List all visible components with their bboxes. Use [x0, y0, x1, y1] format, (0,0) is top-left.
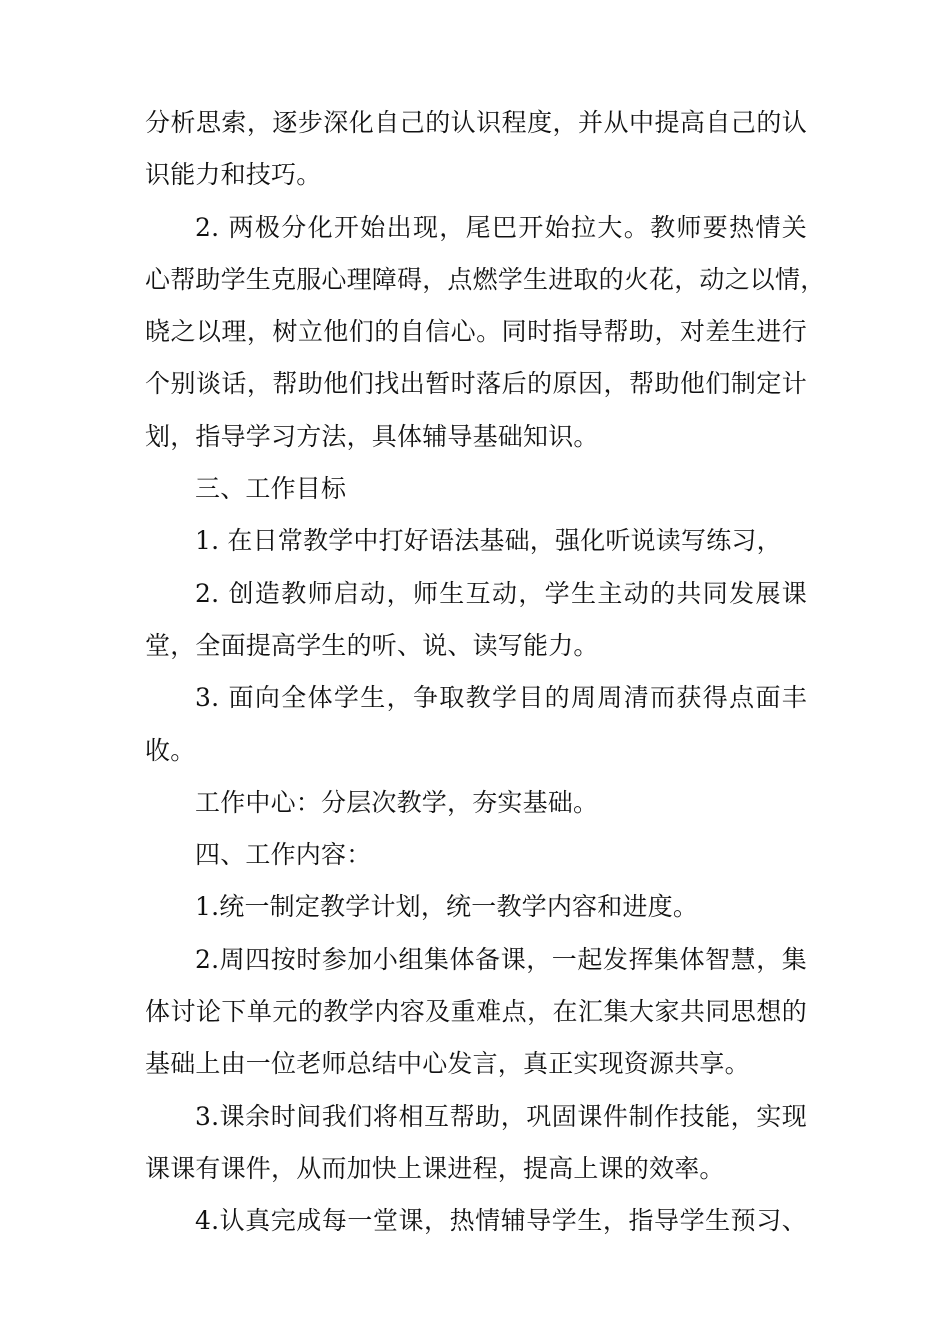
text-line-14: 工作中心：分层次教学，夯实基础。 — [195, 787, 599, 817]
text-line-11: 堂，全面提高学生的听、说、读写能力。 — [145, 630, 599, 660]
text-line-17: 2.周四按时参加小组集体备课，一起发挥集体智慧，集 — [195, 944, 807, 974]
document-body — [145, 97, 826, 1248]
text-line-21: 课课有课件，从而加快上课进程，提高上课的效率。 — [145, 1153, 725, 1183]
section-heading-goals: 三、工作目标 — [195, 474, 347, 504]
text-line-13: 收。 — [145, 735, 196, 765]
text-line-10: 2. 创造教师启动，师生互动，学生主动的共同发展课 — [195, 578, 807, 608]
text-line-16: 1.统一制定教学计划，统一教学内容和进度。 — [195, 892, 699, 922]
text-line-1: 分析思索，逐步深化自己的认识程度，并从中提高自己的认 — [145, 108, 807, 137]
text-line-12: 3. 面向全体学生，争取教学目的周周清而获得点面丰 — [195, 683, 807, 713]
text-line-18: 体讨论下单元的教学内容及重难点，在汇集大家共同思想的 — [145, 997, 807, 1027]
text-line-6: 个别谈话，帮助他们找出暂时落后的原因，帮助他们制定计 — [145, 369, 807, 399]
text-line-4: 心帮助学生克服心理障碍，点燃学生进取的火花，动之以情， — [145, 264, 826, 294]
text-line-2: 识能力和技巧。 — [145, 160, 322, 190]
text-line-22: 4.认真完成每一堂课，热情辅导学生，指导学生预习、 — [195, 1206, 807, 1236]
section-heading-content: 四、工作内容： — [195, 840, 372, 870]
text-line-20: 3.课余时间我们将相互帮助，巩固课件制作技能，实现 — [195, 1101, 807, 1131]
text-line-9: 1. 在日常教学中打好语法基础，强化听说读写练习， — [195, 526, 782, 556]
text-line-3: 2. 两极分化开始出现，尾巴开始拉大。教师要热情关 — [195, 212, 807, 242]
text-line-5: 晓之以理，树立他们的自信心。同时指导帮助，对差生进行 — [145, 317, 807, 347]
text-line-19: 基础上由一位老师总结中心发言，真正实现资源共享。 — [145, 1049, 750, 1079]
text-line-7: 划，指导学习方法，具体辅导基础知识。 — [145, 421, 599, 451]
